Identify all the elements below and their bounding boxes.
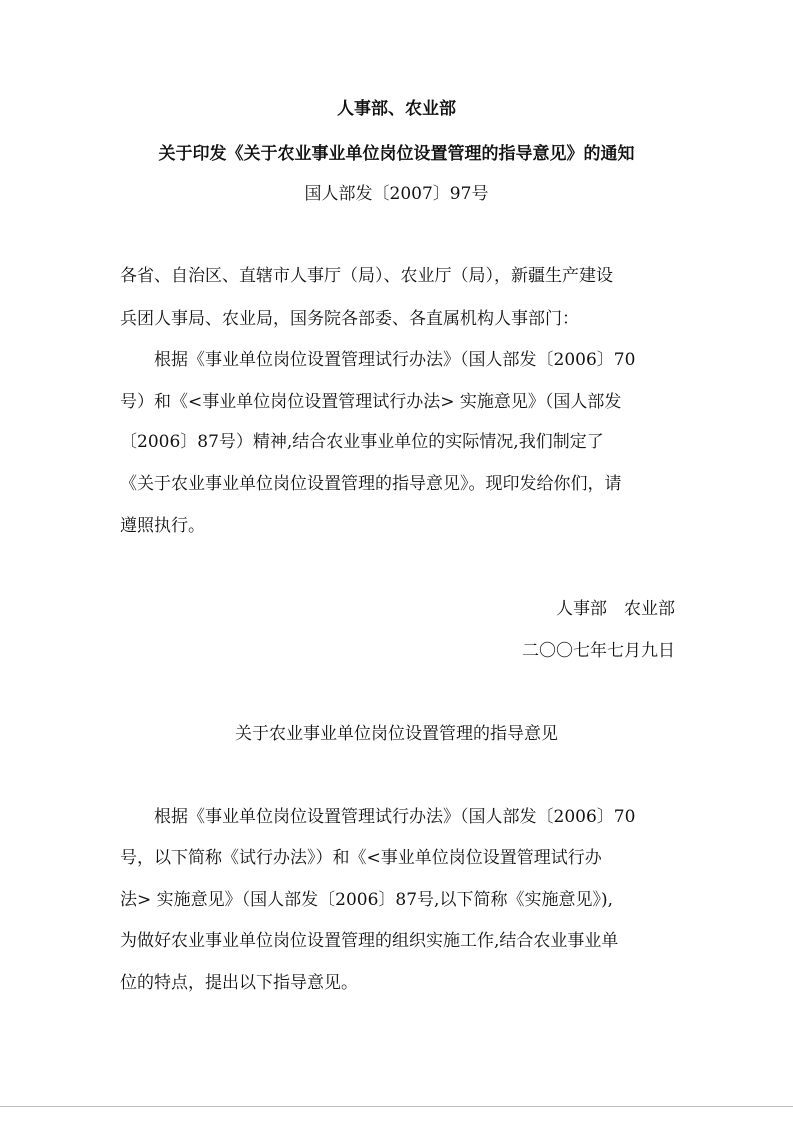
guidance-line-5: 位的特点，提出以下指导意见。 xyxy=(120,973,358,993)
notice-body-line-2: 号）和《<事业单位岗位设置管理试行办法> 实施意见》（国人部发 xyxy=(120,392,622,412)
page-bottom-divider xyxy=(0,1106,793,1107)
guidance-line-4: 为做好农业事业单位岗位设置管理的组织实施工作,结合农业事业单 xyxy=(120,931,619,951)
notice-title: 关于印发《关于农业事业单位岗位设置管理的指导意见》的通知 xyxy=(158,144,635,164)
guidance-line-3: 法> 实施意见》（国人部发〔2006〕87号,以下简称《实施意见》), xyxy=(120,890,613,910)
notice-body-line-3: 〔2006〕87号）精神,结合农业事业单位的实际情况,我们制定了 xyxy=(120,432,604,452)
signers: 人事部 农业部 xyxy=(556,599,675,619)
notice-body-line-5: 遵照执行。 xyxy=(120,516,205,536)
notice-body-line-4: 《关于农业事业单位岗位设置管理的指导意见》。现印发给你们，请 xyxy=(120,474,622,494)
guidance-line-1: 根据《事业单位岗位设置管理试行办法》（国人部发〔2006〕70 xyxy=(154,807,636,827)
document-number: 国人部发〔2007〕97号 xyxy=(304,184,489,204)
recipients-line-1: 各省、自治区、直辖市人事厅（局）、农业厅（局），新疆生产建设 xyxy=(120,266,613,286)
guidance-line-2: 号，以下简称《试行办法》）和《<事业单位岗位设置管理试行办 xyxy=(120,848,602,868)
notice-body-line-1: 根据《事业单位岗位设置管理试行办法》（国人部发〔2006〕70 xyxy=(154,350,636,370)
recipients-line-2: 兵团人事局、农业局，国务院各部委、各直属机构人事部门： xyxy=(120,309,579,329)
issue-date: 二〇〇七年七月九日 xyxy=(522,641,675,661)
guidance-title: 关于农业事业单位岗位设置管理的指导意见 xyxy=(235,724,558,744)
issuer-heading: 人事部、农业部 xyxy=(337,99,456,119)
